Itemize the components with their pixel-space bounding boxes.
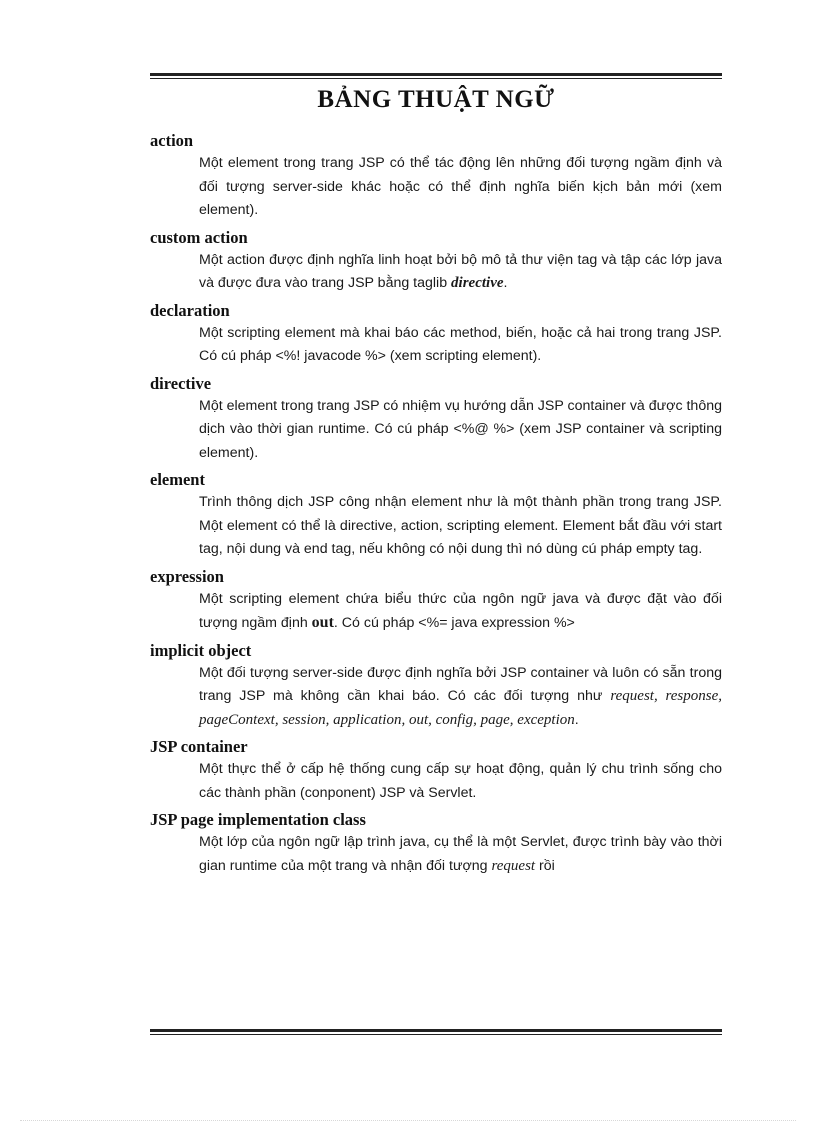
glossary-term: custom action <box>150 227 248 247</box>
glossary-definition <box>199 588 722 636</box>
glossary-definition <box>199 152 722 223</box>
glossary-entry <box>150 227 722 296</box>
glossary-definition <box>199 758 722 805</box>
definition-text: rồi <box>535 857 555 874</box>
definition-text: Một scripting element chứa biểu thức của ngôn ngữ java và được đặt vào đối tượng ngầm định <box>199 590 722 631</box>
definition-text: Một element trong trang JSP có thể tác động lên những đối tượng ngầm định và đối tượng server-side khác hoặc có thể định nghĩa biến kịch bản mới (xem element). <box>199 155 722 218</box>
definition-text: request, response, pageContext, session, application, out, config, page, exception <box>199 688 722 728</box>
glossary-list <box>150 126 722 882</box>
glossary-entry <box>150 469 722 562</box>
bottom-rule-thin <box>150 1034 722 1035</box>
page-edge-dotted-line <box>20 1120 796 1121</box>
glossary-definition <box>199 322 722 369</box>
top-rule-thick <box>150 73 722 76</box>
definition-text: Một lớp của ngôn ngữ lập trình java, cụ thể là một Servlet, được trình bày vào thời gian runtime của một trang và nhận đối tượng <box>199 834 722 874</box>
definition-text: Một element trong trang JSP có nhiệm vụ hướng dẫn JSP container và được thông dịch vào thời gian runtime. Có cú pháp <%@ %> (xem JSP container và scripting element). <box>199 397 722 461</box>
definition-text: . <box>574 711 579 728</box>
bottom-rule-thick <box>150 1029 722 1032</box>
glossary-term: expression <box>150 566 224 586</box>
glossary-entry <box>150 640 722 733</box>
glossary-definition <box>199 249 722 296</box>
glossary-term: declaration <box>150 300 230 320</box>
glossary-term: JSP container <box>150 737 248 756</box>
glossary-entry <box>150 736 722 805</box>
glossary-entry <box>150 300 722 369</box>
page-title: BẢNG THUẬT NGỮ <box>317 86 555 113</box>
definition-text: Một scripting element mà khai báo các method, biến, hoặc cả hai trong trang JSP. Có cú pháp <%! javacode %> (xem scripting element). <box>199 324 722 364</box>
definition-text: out <box>311 614 334 631</box>
glossary-term: directive <box>150 373 212 393</box>
definition-text: Trình thông dịch JSP công nhận element như là một thành phần trong trang JSP. Một element có thể là directive, action, scripting element. Element bắt đầu với start tag, nội dung và end tag, nếu không có nội dung thì nó dùng cú pháp empty tag. <box>199 494 722 557</box>
glossary-entry <box>150 809 722 878</box>
bottom-double-rule <box>150 1029 722 1035</box>
definition-text: request <box>491 857 536 874</box>
glossary-term: JSP page implementation class <box>150 810 366 829</box>
glossary-term: implicit object <box>150 640 252 660</box>
glossary-term: element <box>150 470 205 489</box>
glossary-definition <box>199 831 722 878</box>
definition-text: . Có cú pháp <%= java expression %> <box>333 615 575 631</box>
glossary-entry <box>150 373 722 466</box>
top-double-rule <box>150 73 722 79</box>
definition-text: Một action được định nghĩa linh hoạt bởi bộ mô tả thư viện tag và tập các lớp java và được đưa vào trang JSP bằng taglib <box>199 251 722 291</box>
top-rule-thin <box>150 78 722 79</box>
glossary-term: action <box>150 131 194 150</box>
glossary-definition <box>199 395 722 466</box>
definition-text: Một thực thể ở cấp hệ thống cung cấp sự hoạt động, quản lý chu trình sống cho các thành phần (conponent) JSP và Servlet. <box>199 761 722 801</box>
glossary-definition <box>199 491 722 562</box>
glossary-entry <box>150 130 722 223</box>
glossary-definition <box>199 662 722 733</box>
definition-text: Một đối tượng server-side được định nghĩa bởi JSP container và luôn có sẵn trong trang JSP mà không cần khai báo. Có các đối tượng như <box>199 664 722 704</box>
glossary-entry <box>150 566 722 636</box>
definition-text: . <box>503 275 508 291</box>
definition-text: directive <box>451 275 504 291</box>
